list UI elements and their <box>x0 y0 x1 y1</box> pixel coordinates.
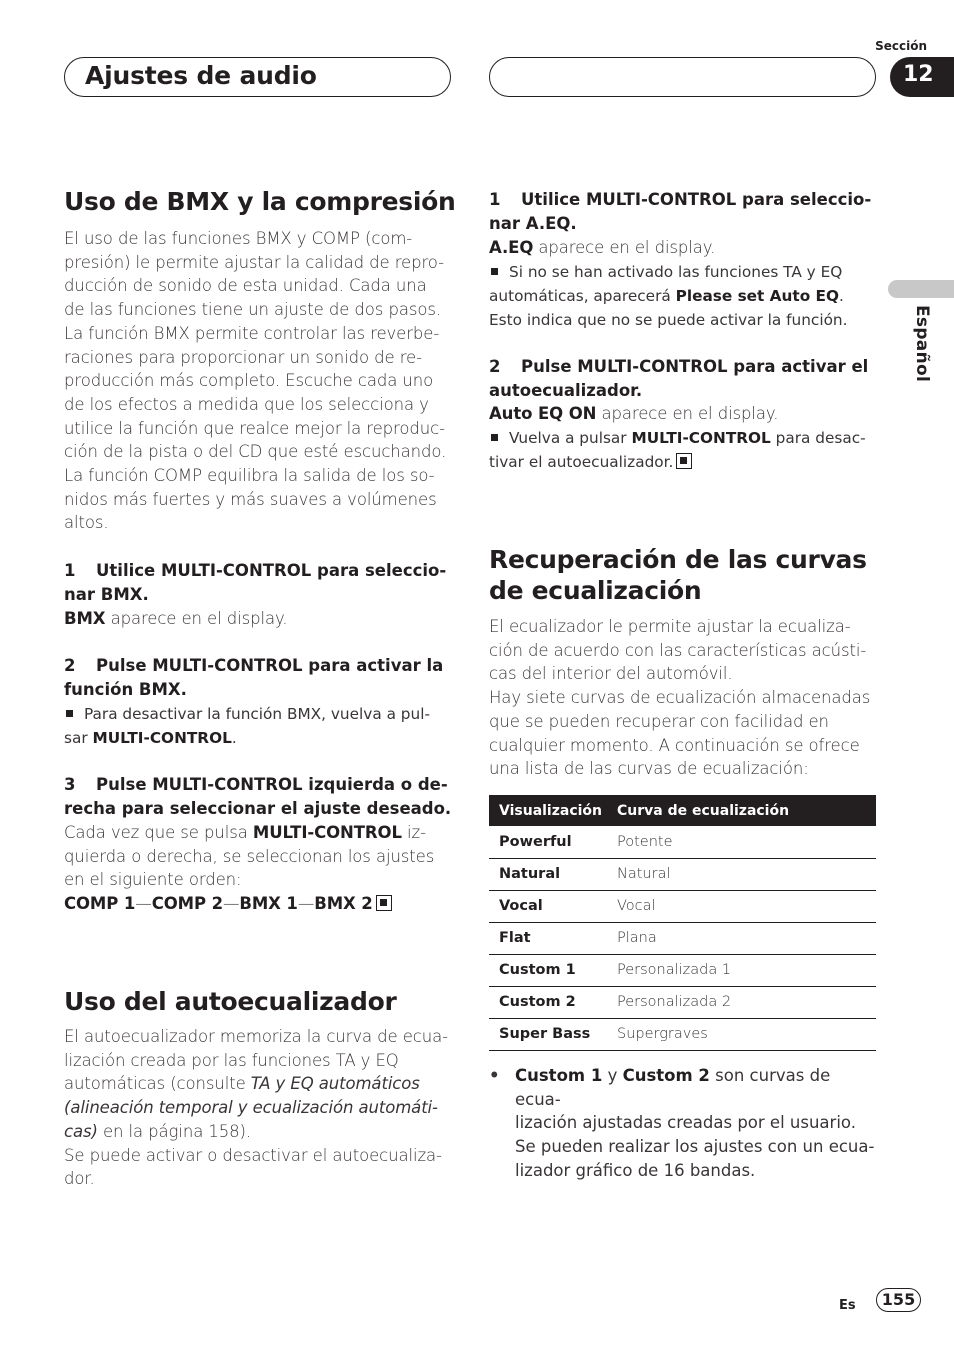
text-line: dor. <box>64 1169 95 1189</box>
autoeq-step-2 <box>489 355 881 402</box>
desc-text: Cada vez que se pulsa <box>64 823 253 842</box>
text-line: nidos más fuertes y más suaves a volúmenes <box>64 489 437 509</box>
step-text: Utilice MULTI-CONTROL para seleccio- <box>96 561 447 580</box>
curves-body <box>489 615 881 781</box>
table-cell: Custom 1 <box>489 954 607 986</box>
bmx-intro <box>64 227 456 535</box>
table-row <box>489 922 876 954</box>
step-number: 2 <box>64 656 76 675</box>
note-text: Si no se han activado las funciones TA y EQ <box>509 263 843 281</box>
step-text: nar A.EQ. <box>489 213 577 233</box>
step-text: Utilice MULTI-CONTROL para seleccio- <box>521 190 872 209</box>
step-text: función BMX. <box>64 679 187 699</box>
desc-text: iz- <box>401 823 426 842</box>
bmx-step-2 <box>64 654 456 701</box>
table-cell: Personalizada 1 <box>607 954 876 986</box>
sequence-item: BMX 1 <box>239 894 298 914</box>
note-text: . <box>839 287 844 305</box>
bmx-step-2-note <box>64 702 456 750</box>
text-line: El autoecualizador memoriza la curva de ecua- <box>64 1027 448 1046</box>
table-cell: Personalizada 2 <box>607 986 876 1018</box>
display-text: BMX <box>64 609 106 628</box>
heading-line: Recuperación de las curvas <box>489 545 867 574</box>
bmx-step-3-desc <box>64 821 456 916</box>
table-cell: Vocal <box>489 890 607 922</box>
table-row <box>489 890 876 922</box>
table-row <box>489 954 876 986</box>
text-line: raciones para proporcionar un sonido de re- <box>64 347 422 367</box>
reference-text: (alineación temporal y ecualización automáti- <box>64 1098 438 1118</box>
text-line: lización creada por las funciones TA y EQ <box>64 1050 399 1070</box>
bullet-text: lización ajustadas creadas por el usuario. <box>515 1113 856 1133</box>
sequence-dash: — <box>222 894 240 914</box>
step-text: autoecualizador. <box>489 380 643 400</box>
autoeq-step-1-result <box>489 236 715 260</box>
step-text: nar BMX. <box>64 584 149 604</box>
table-row <box>489 986 876 1018</box>
section-number-badge: 12 <box>890 57 954 97</box>
autoeq-step-2-note <box>489 426 881 474</box>
custom-curves-bullet <box>489 1064 881 1183</box>
language-side-label: Español <box>912 305 932 383</box>
table-cell: Powerful <box>489 826 607 858</box>
step-text: Pulse MULTI-CONTROL para activar la <box>96 656 444 675</box>
autoeq-step-2-result <box>489 402 778 426</box>
note-text: Esto indica que no se puede activar la función. <box>489 311 848 329</box>
table-row <box>489 858 876 890</box>
bullet-bold: Custom 1 <box>515 1066 603 1085</box>
table-cell: Supergraves <box>607 1018 876 1050</box>
note-text: sar <box>64 729 93 747</box>
text-line: producción más completo. Escuche cada uno <box>64 371 434 391</box>
step-number: 2 <box>489 357 501 376</box>
text-line: de los efectos a medida que los selecciona y <box>64 394 429 414</box>
autoeq-step-1 <box>489 188 881 235</box>
sequence-dash: — <box>297 894 315 914</box>
desc-text: quierda o derecha, se seleccionan los ajustes <box>64 846 435 866</box>
table-cell: Plana <box>607 922 876 954</box>
bmx-step-3 <box>64 773 456 820</box>
text-line: una lista de las curvas de ecualización: <box>489 759 809 779</box>
display-text: Auto EQ ON <box>489 404 597 423</box>
text-line: El uso de las funciones BMX y COMP (com- <box>64 229 413 248</box>
text-line: automáticas (consulte <box>64 1074 251 1094</box>
display-text: A.EQ <box>489 238 534 257</box>
sequence-dash: — <box>135 894 152 914</box>
bullet-text: lizador gráfico de 16 bandas. <box>515 1160 756 1180</box>
table-cell: Super Bass <box>489 1018 607 1050</box>
bullet-icon: • <box>489 1066 500 1085</box>
header-blank-box <box>489 57 876 97</box>
note-text: para desac- <box>770 429 866 447</box>
note-bold: MULTI-CONTROL <box>631 429 771 447</box>
table-cell: Flat <box>489 922 607 954</box>
text-line: cualquier momento. A continuación se ofrece <box>489 735 860 755</box>
reference-text: TA y EQ automáticos <box>250 1074 420 1094</box>
text-line: Se puede activar o desactivar el autoecualiza- <box>64 1145 442 1165</box>
end-of-section-icon <box>676 453 692 469</box>
section-label: Sección <box>875 39 927 53</box>
note-text: tivar el autoecualizador. <box>489 453 674 471</box>
column-header: Curva de ecualización <box>607 795 876 826</box>
heading-line: de ecualización <box>489 576 702 605</box>
text-line: utilice la función que realce mejor la reproduc- <box>64 418 445 438</box>
bmx-sequence <box>64 892 456 916</box>
note-bold: MULTI-CONTROL <box>92 729 232 747</box>
text-line: ducción de sonido de esta unidad. Cada una <box>64 276 427 296</box>
bmx-step-1-result <box>64 607 287 631</box>
bullet-bold: Custom 2 <box>622 1066 710 1085</box>
eq-curves-table <box>489 795 876 1051</box>
text-line: El ecualizador le permite ajustar la ecualiza- <box>489 617 851 636</box>
text-line: en la página 158). <box>97 1121 252 1141</box>
square-bullet-icon <box>66 710 73 717</box>
sequence-item: COMP 1 <box>64 894 136 914</box>
table-cell: Natural <box>607 858 876 890</box>
text-line: altos. <box>64 513 109 533</box>
text-line: ción de acuerdo con las características acústi- <box>489 640 867 660</box>
square-bullet-icon <box>491 268 498 275</box>
autoeq-heading: Uso del autoecualizador <box>64 987 397 1016</box>
desc-bold: MULTI-CONTROL <box>252 823 402 842</box>
page-number: 155 <box>876 1288 921 1312</box>
text-line: cas del interior del automóvil. <box>489 664 733 684</box>
step-number: 1 <box>489 190 501 209</box>
text-line: de las funciones tiene un ajuste de dos pasos. <box>64 300 441 320</box>
step-number: 3 <box>64 775 76 794</box>
text-line: La función COMP equilibra la salida de los so- <box>64 466 435 486</box>
text-line: La función BMX permite controlar las reverbe- <box>64 323 440 343</box>
table-cell: Potente <box>607 826 876 858</box>
table-cell: Natural <box>489 858 607 890</box>
table-row <box>489 826 876 858</box>
autoeq-step-1-note <box>489 260 881 332</box>
step-text: Pulse MULTI-CONTROL izquierda o de- <box>96 775 448 794</box>
sequence-item: COMP 2 <box>151 894 223 914</box>
header-title-box <box>64 57 451 97</box>
note-text: Vuelva a pulsar <box>509 429 632 447</box>
footer-language-code: Es <box>839 1298 856 1313</box>
table-cell: Custom 2 <box>489 986 607 1018</box>
bmx-heading: Uso de BMX y la compresión <box>64 187 456 216</box>
autoeq-body <box>64 1025 456 1191</box>
step-text: Pulse MULTI-CONTROL para activar el <box>521 357 869 376</box>
text-line: presión) le permite ajustar la calidad de repro- <box>64 252 444 272</box>
note-text: Para desactivar la función BMX, vuelva a pul- <box>84 705 430 723</box>
square-bullet-icon <box>491 434 498 441</box>
curves-heading <box>489 544 889 606</box>
header-title: Ajustes de audio <box>85 61 317 90</box>
sequence-item: BMX 2 <box>314 894 373 914</box>
bullet-text: y <box>602 1066 623 1085</box>
note-text: automáticas, aparecerá <box>489 287 676 305</box>
note-text: . <box>231 729 237 747</box>
table-header-row <box>489 795 876 826</box>
text-line: que se pueden recuperar con facilidad en <box>489 711 829 731</box>
result-text: aparece en el display. <box>596 404 779 423</box>
language-tab-marker <box>888 280 954 298</box>
column-header: Visualización <box>489 795 607 826</box>
end-of-section-icon <box>376 895 392 911</box>
text-line: ción de la pista o del CD que esté escuchando. <box>64 442 447 462</box>
desc-text: en el siguiente orden: <box>64 870 242 890</box>
table-row <box>489 1018 876 1050</box>
note-bold: Please set Auto EQ <box>675 287 840 305</box>
bmx-step-1 <box>64 559 456 606</box>
text-line: Hay siete curvas de ecualización almacenadas <box>489 688 871 708</box>
reference-text: cas) <box>64 1121 98 1141</box>
result-text: aparece en el display. <box>533 238 716 257</box>
table-cell: Vocal <box>607 890 876 922</box>
result-text: aparece en el display. <box>105 609 288 628</box>
bullet-text: son curvas de ecua- <box>515 1066 831 1109</box>
step-text: recha para seleccionar el ajuste deseado. <box>64 798 452 818</box>
step-number: 1 <box>64 561 76 580</box>
bullet-text: Se pueden realizar los ajustes con un ecua- <box>515 1137 875 1157</box>
